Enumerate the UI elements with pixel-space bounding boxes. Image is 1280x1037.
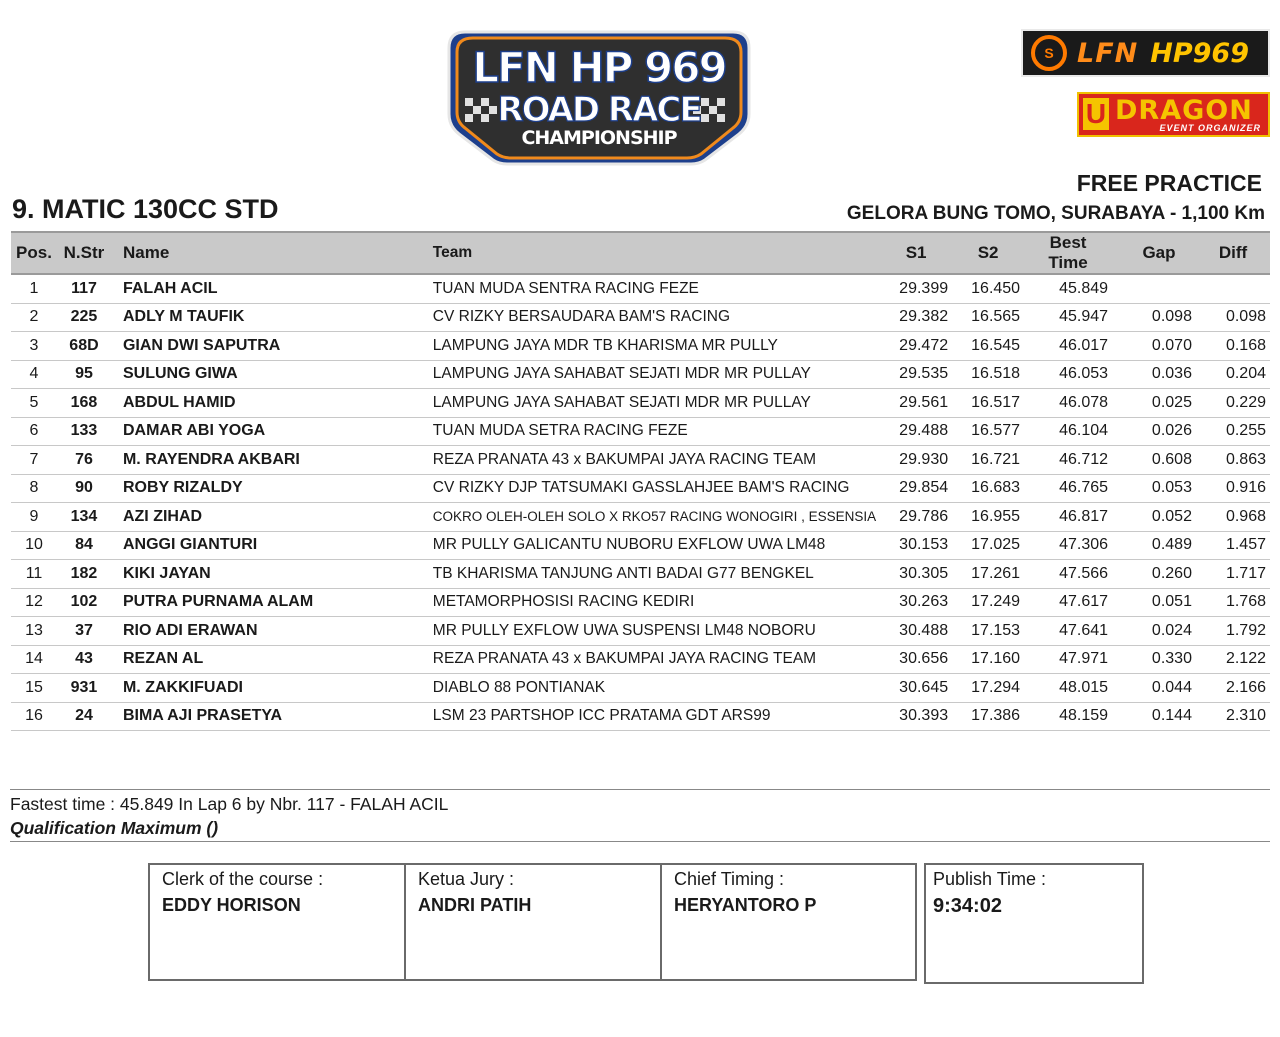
cell-s1: 29.561: [880, 389, 952, 418]
cell-nstr: 168: [57, 389, 111, 418]
cell-s2: 17.160: [952, 645, 1024, 674]
fastest-time-text: Fastest time : 45.849 In Lap 6 by Nbr. 117 - FALAH ACIL: [10, 794, 449, 814]
jury-label: Ketua Jury :: [418, 869, 515, 889]
cell-gap: 0.025: [1122, 389, 1196, 418]
col-header-best-time: Best Time: [1024, 232, 1122, 274]
venue-label: GELORA BUNG TOMO, SURABAYA - 1,100 Km: [846, 203, 1265, 224]
cell-s2: 16.450: [952, 274, 1024, 303]
championship-logo: [443, 26, 755, 166]
publish-box: [924, 863, 1144, 984]
cell-name: DAMAR ABI YOGA: [111, 417, 429, 446]
cell-best-time: 48.015: [1024, 674, 1122, 703]
cell-gap: 0.024: [1122, 617, 1196, 646]
cell-pos: 14: [11, 645, 57, 674]
cell-diff: 2.122: [1196, 645, 1270, 674]
col-header-s1: S1: [880, 232, 952, 274]
cell-pos: 12: [11, 588, 57, 617]
cell-name: KIKI JAYAN: [111, 560, 429, 589]
table-row: [11, 503, 1270, 532]
cell-diff: 2.166: [1196, 674, 1270, 703]
cell-s2: 16.518: [952, 360, 1024, 389]
dragon-logo-subtext: EVENT ORGANIZER: [1159, 123, 1261, 133]
table-row: [11, 531, 1270, 560]
cell-s1: 30.645: [880, 674, 952, 703]
cell-nstr: 84: [57, 531, 111, 560]
cell-s2: 17.249: [952, 588, 1024, 617]
cell-best-time: 45.947: [1024, 303, 1122, 332]
cell-diff: 0.168: [1196, 332, 1270, 361]
cell-diff: 0.204: [1196, 360, 1270, 389]
cell-nstr: 24: [57, 702, 111, 731]
cell-s1: 29.488: [880, 417, 952, 446]
cell-name: GIAN DWI SAPUTRA: [111, 332, 429, 361]
table-row: [11, 474, 1270, 503]
col-header-gap: Gap: [1122, 232, 1196, 274]
cell-s1: 30.305: [880, 560, 952, 589]
cell-diff: 0.968: [1196, 503, 1270, 532]
cell-diff: 0.255: [1196, 417, 1270, 446]
cell-team: LAMPUNG JAYA SAHABAT SEJATI MDR MR PULLAY: [429, 389, 880, 418]
logo-line2: ROAD RACE: [497, 90, 701, 130]
cell-nstr: 43: [57, 645, 111, 674]
col-header-diff: Diff: [1196, 232, 1270, 274]
cell-name: AZI ZIHAD: [111, 503, 429, 532]
cell-diff: 0.229: [1196, 389, 1270, 418]
cell-nstr: 68D: [57, 332, 111, 361]
cell-pos: 4: [11, 360, 57, 389]
cell-s2: 17.261: [952, 560, 1024, 589]
cell-name: M. RAYENDRA AKBARI: [111, 446, 429, 475]
cell-nstr: 133: [57, 417, 111, 446]
cell-pos: 9: [11, 503, 57, 532]
dragon-logo-text: DRAGON: [1115, 95, 1253, 126]
cell-s1: 29.930: [880, 446, 952, 475]
cell-gap: 0.051: [1122, 588, 1196, 617]
cell-name: ROBY RIZALDY: [111, 474, 429, 503]
table-row: [11, 303, 1270, 332]
cell-best-time: 46.104: [1024, 417, 1122, 446]
cell-s1: 30.656: [880, 645, 952, 674]
col-header-name: Name: [111, 232, 429, 274]
table-header-row: [11, 232, 1270, 274]
cell-gap: 0.098: [1122, 303, 1196, 332]
publish-value: 9:34:02: [933, 895, 1002, 917]
cell-pos: 16: [11, 702, 57, 731]
cell-best-time: 47.641: [1024, 617, 1122, 646]
table-row: [11, 274, 1270, 303]
clerk-box: [148, 863, 406, 981]
cell-name: REZAN AL: [111, 645, 429, 674]
cell-pos: 10: [11, 531, 57, 560]
col-header-pos: Pos.: [11, 232, 57, 274]
cell-nstr: 95: [57, 360, 111, 389]
cell-gap: 0.044: [1122, 674, 1196, 703]
timing-label: Chief Timing :: [674, 869, 785, 889]
cell-s1: 29.535: [880, 360, 952, 389]
timing-box: [660, 863, 917, 981]
cell-best-time: 46.765: [1024, 474, 1122, 503]
cell-pos: 15: [11, 674, 57, 703]
cell-diff: 1.792: [1196, 617, 1270, 646]
cell-pos: 11: [11, 560, 57, 589]
cell-pos: 8: [11, 474, 57, 503]
cell-pos: 3: [11, 332, 57, 361]
cell-pos: 5: [11, 389, 57, 418]
cell-s2: 16.683: [952, 474, 1024, 503]
cell-diff: 0.863: [1196, 446, 1270, 475]
publish-label: Publish Time :: [933, 869, 1047, 889]
cell-nstr: 134: [57, 503, 111, 532]
cell-s2: 17.294: [952, 674, 1024, 703]
cell-best-time: 46.712: [1024, 446, 1122, 475]
cell-diff: 1.457: [1196, 531, 1270, 560]
cell-team: TUAN MUDA SENTRA RACING FEZE: [429, 274, 880, 303]
divider-bottom: [10, 841, 1270, 842]
cell-team: REZA PRANATA 43 x BAKUMPAI JAYA RACING TEAM: [429, 446, 880, 475]
table-row: [11, 332, 1270, 361]
cell-nstr: 931: [57, 674, 111, 703]
cell-name: ABDUL HAMID: [111, 389, 429, 418]
class-title: 9. MATIC 130CC STD: [12, 194, 279, 224]
cell-team: DIABLO 88 PONTIANAK: [429, 674, 880, 703]
cell-s1: 30.153: [880, 531, 952, 560]
cell-name: M. ZAKKIFUADI: [111, 674, 429, 703]
cell-best-time: 46.817: [1024, 503, 1122, 532]
cell-pos: 2: [11, 303, 57, 332]
cell-s2: 17.386: [952, 702, 1024, 731]
cell-pos: 7: [11, 446, 57, 475]
col-header-team: Team: [429, 232, 880, 274]
cell-gap: 0.026: [1122, 417, 1196, 446]
table-row: [11, 446, 1270, 475]
table-row: [11, 674, 1270, 703]
dragon-event-organizer-logo: [1077, 92, 1270, 137]
cell-team: LAMPUNG JAYA SAHABAT SEJATI MDR MR PULLAY: [429, 360, 880, 389]
col-header-nstr: N.Str: [57, 232, 111, 274]
cell-diff: 1.717: [1196, 560, 1270, 589]
cell-s1: 29.399: [880, 274, 952, 303]
logo-line3: CHAMPIONSHIP: [521, 127, 677, 149]
cell-name: PUTRA PURNAMA ALAM: [111, 588, 429, 617]
cell-s1: 29.854: [880, 474, 952, 503]
cell-team: COKRO OLEH-OLEH SOLO X RKO57 RACING WONOGIRI , ESSENSIA: [429, 503, 880, 532]
cell-gap: 0.608: [1122, 446, 1196, 475]
cell-best-time: 47.617: [1024, 588, 1122, 617]
cell-diff: 2.310: [1196, 702, 1270, 731]
cell-best-time: 46.017: [1024, 332, 1122, 361]
cell-nstr: 76: [57, 446, 111, 475]
cell-team: MR PULLY GALICANTU NUBORU EXFLOW UWA LM48: [429, 531, 880, 560]
cell-pos: 6: [11, 417, 57, 446]
cell-gap: 0.053: [1122, 474, 1196, 503]
cell-pos: 1: [11, 274, 57, 303]
cell-best-time: 47.971: [1024, 645, 1122, 674]
clerk-label: Clerk of the course :: [162, 869, 324, 889]
cell-best-time: 47.566: [1024, 560, 1122, 589]
cell-s1: 30.393: [880, 702, 952, 731]
dragon-mark-icon: U: [1083, 98, 1109, 130]
table-row: [11, 588, 1270, 617]
cell-best-time: 47.306: [1024, 531, 1122, 560]
cell-s1: 29.382: [880, 303, 952, 332]
cell-gap: 0.036: [1122, 360, 1196, 389]
cell-gap: 0.070: [1122, 332, 1196, 361]
timing-value: HERYANTORO P: [674, 895, 817, 915]
cell-best-time: 46.078: [1024, 389, 1122, 418]
cell-s2: 16.517: [952, 389, 1024, 418]
qualification-text: Qualification Maximum (): [10, 818, 219, 838]
cell-s1: 30.488: [880, 617, 952, 646]
cell-s2: 16.721: [952, 446, 1024, 475]
session-title: FREE PRACTICE: [1076, 170, 1262, 196]
lfn-ring-icon: S: [1031, 35, 1067, 71]
divider-top: [10, 789, 1270, 790]
cell-nstr: 182: [57, 560, 111, 589]
cell-name: BIMA AJI PRASETYA: [111, 702, 429, 731]
jury-box: [404, 863, 662, 981]
logo-line1: LFN HP 969: [472, 43, 726, 92]
table-row: [11, 645, 1270, 674]
cell-nstr: 117: [57, 274, 111, 303]
cell-team: REZA PRANATA 43 x BAKUMPAI JAYA RACING TEAM: [429, 645, 880, 674]
cell-best-time: 48.159: [1024, 702, 1122, 731]
cell-gap: 0.330: [1122, 645, 1196, 674]
cell-name: ADLY M TAUFIK: [111, 303, 429, 332]
table-row: [11, 360, 1270, 389]
cell-name: ANGGI GIANTURI: [111, 531, 429, 560]
cell-team: TUAN MUDA SETRA RACING FEZE: [429, 417, 880, 446]
cell-best-time: 46.053: [1024, 360, 1122, 389]
cell-gap: [1122, 274, 1196, 303]
cell-best-time: 45.849: [1024, 274, 1122, 303]
table-row: [11, 560, 1270, 589]
cell-diff: 1.768: [1196, 588, 1270, 617]
clerk-value: EDDY HORISON: [162, 895, 301, 915]
table-row: [11, 702, 1270, 731]
cell-s1: 29.786: [880, 503, 952, 532]
cell-nstr: 90: [57, 474, 111, 503]
cell-team: MR PULLY EXFLOW UWA SUSPENSI LM48 NOBORU: [429, 617, 880, 646]
cell-name: SULUNG GIWA: [111, 360, 429, 389]
cell-gap: 0.260: [1122, 560, 1196, 589]
cell-s1: 29.472: [880, 332, 952, 361]
col-header-s2: S2: [952, 232, 1024, 274]
cell-s2: 16.565: [952, 303, 1024, 332]
cell-s2: 16.577: [952, 417, 1024, 446]
cell-nstr: 225: [57, 303, 111, 332]
lfn-logo-text: LFN: [1077, 37, 1139, 69]
table-row: [11, 389, 1270, 418]
table-row: [11, 417, 1270, 446]
cell-s1: 30.263: [880, 588, 952, 617]
cell-gap: 0.144: [1122, 702, 1196, 731]
cell-diff: 0.916: [1196, 474, 1270, 503]
cell-gap: 0.489: [1122, 531, 1196, 560]
cell-s2: 16.955: [952, 503, 1024, 532]
results-table: [11, 231, 1270, 731]
cell-diff: 0.098: [1196, 303, 1270, 332]
cell-team: TB KHARISMA TANJUNG ANTI BADAI G77 BENGKEL: [429, 560, 880, 589]
cell-s2: 17.025: [952, 531, 1024, 560]
cell-team: CV RIZKY BERSAUDARA BAM'S RACING: [429, 303, 880, 332]
cell-s2: 17.153: [952, 617, 1024, 646]
lfn-hp969-logo: [1021, 29, 1270, 77]
jury-value: ANDRI PATIH: [418, 895, 532, 915]
cell-pos: 13: [11, 617, 57, 646]
cell-gap: 0.052: [1122, 503, 1196, 532]
cell-diff: [1196, 274, 1270, 303]
cell-name: RIO ADI ERAWAN: [111, 617, 429, 646]
cell-team: LAMPUNG JAYA MDR TB KHARISMA MR PULLY: [429, 332, 880, 361]
cell-nstr: 37: [57, 617, 111, 646]
cell-s2: 16.545: [952, 332, 1024, 361]
cell-team: LSM 23 PARTSHOP ICC PRATAMA GDT ARS99: [429, 702, 880, 731]
cell-team: METAMORPHOSISI RACING KEDIRI: [429, 588, 880, 617]
cell-nstr: 102: [57, 588, 111, 617]
table-row: [11, 617, 1270, 646]
hp969-logo-text: HP969: [1150, 37, 1249, 69]
cell-name: FALAH ACIL: [111, 274, 429, 303]
cell-team: CV RIZKY DJP TATSUMAKI GASSLAHJEE BAM'S RACING: [429, 474, 880, 503]
